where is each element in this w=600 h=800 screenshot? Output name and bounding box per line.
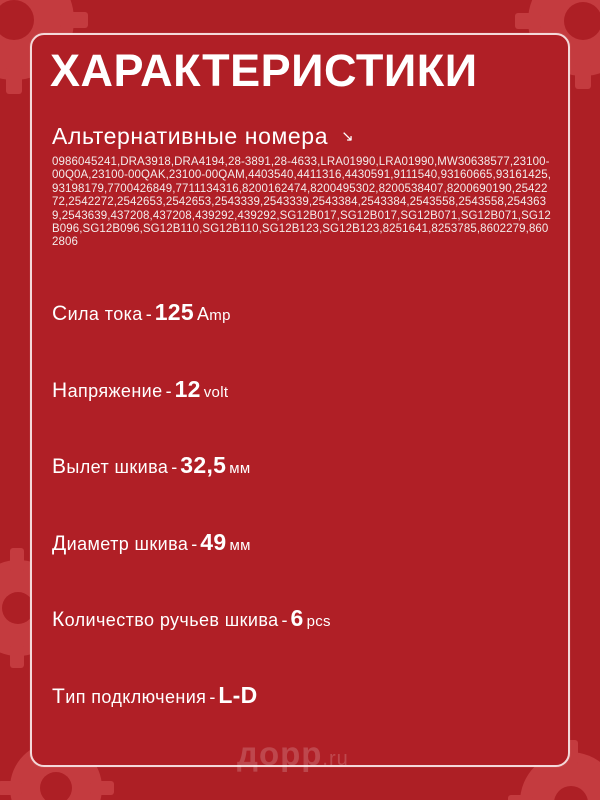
- spec-label-rest: ылет шкива: [66, 457, 169, 477]
- spec-unit: [226, 460, 250, 477]
- spec-label-rest: апряжение: [67, 380, 163, 401]
- spec-label: [52, 610, 279, 630]
- alt-numbers-heading: [52, 123, 354, 150]
- spec-label-initial: В: [52, 455, 67, 478]
- spec-label-initial: Д: [52, 531, 67, 555]
- spec-unit-rest: мм: [229, 536, 251, 554]
- spec-row: [52, 299, 552, 376]
- spec-dash: -: [165, 380, 172, 401]
- spec-value: 32,5: [180, 452, 227, 478]
- spec-unit-rest: volt: [203, 383, 229, 401]
- spec-row: [52, 376, 552, 453]
- spec-unit-rest: мм: [229, 460, 251, 477]
- spec-label-initial: К: [52, 608, 65, 631]
- spec-unit-rest: pcs: [306, 613, 331, 630]
- spec-label-rest: иаметр шкива: [66, 533, 189, 554]
- spec-row: [52, 529, 552, 606]
- spec-label: [52, 684, 207, 708]
- alt-numbers-heading-text: Альтернативные номера: [52, 123, 329, 149]
- spec-list: [52, 299, 552, 758]
- spec-label-initial: Т: [52, 684, 66, 708]
- spec-unit: [226, 537, 250, 554]
- spec-label-initial: Н: [52, 378, 68, 402]
- spec-dash: -: [145, 304, 152, 324]
- spec-card: [30, 33, 570, 772]
- spec-unit: [201, 384, 229, 401]
- spec-dash: -: [281, 610, 288, 630]
- spec-dash: -: [171, 457, 178, 477]
- page-title: ХАРАКТЕРИСТИКИ: [50, 45, 478, 96]
- spec-label: [52, 304, 143, 324]
- spec-label: [52, 531, 189, 555]
- spec-label: [52, 457, 168, 477]
- spec-unit: [194, 304, 231, 324]
- spec-row: [52, 605, 552, 682]
- spec-label-rest: ип подключения: [65, 686, 207, 707]
- watermark-text: дорр: [237, 735, 323, 772]
- watermark: [237, 735, 349, 773]
- spec-dash: -: [191, 533, 198, 554]
- spec-label: [52, 378, 163, 402]
- arrow-down-right-icon: ↘: [341, 128, 355, 145]
- spec-row: [52, 452, 552, 529]
- spec-value: 6: [290, 605, 304, 631]
- spec-unit: [258, 690, 261, 707]
- spec-dash: -: [209, 686, 216, 707]
- spec-label-rest: оличество ручьев шкива: [64, 610, 279, 630]
- watermark-suffix: .ru: [322, 748, 349, 770]
- spec-value: 49: [200, 528, 227, 555]
- spec-value: L-D: [218, 681, 258, 708]
- spec-unit: [304, 613, 331, 630]
- spec-value: 125: [154, 299, 194, 325]
- spec-label-rest: ила тока: [67, 304, 143, 324]
- spec-value: 12: [174, 375, 201, 402]
- spec-unit-initial: A: [196, 304, 210, 324]
- spec-label-initial: С: [52, 302, 68, 325]
- alt-numbers-list: 0986045241,DRA3918,DRA4194,28-3891,28-4633,LRA01990,LRA01990,MW30638577,23100-00Q0A,23100-00QAK,23100-00QAM,4403540,4411316,4430591,9111540,93160665,93161425,93198179,7700426849,7711134316,8200162474,8200495302,8200538407,8200690190,2542272,2542272,2542653,2542653,2543339,2543339,2543384,2543384,2543558,2543558,2543639,2543639,437208,437208,439292,439292,SG12B017,SG12B017,SG12B071,SG12B071,SG12B096,SG12B096,SG12B110,SG12B110,SG12B123,SG12B123,8251641,8253785,8602279,8602806: [52, 156, 552, 249]
- spec-unit-rest: mp: [209, 307, 231, 324]
